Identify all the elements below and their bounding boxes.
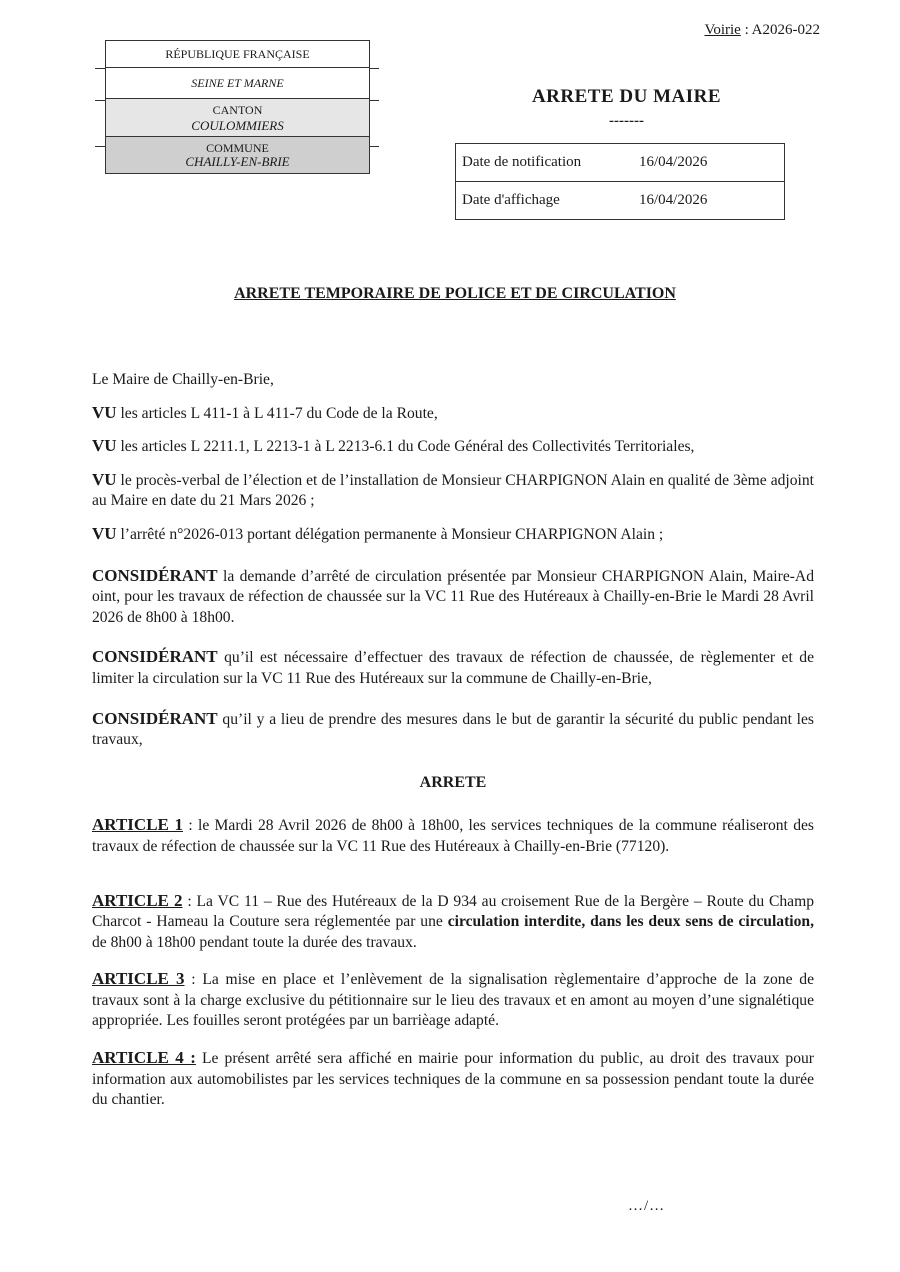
document-title: ARRETE DU MAIRE	[531, 86, 722, 107]
administrative-header	[105, 40, 370, 174]
article-paragraph	[92, 1048, 814, 1111]
intro-line: Le Maire de Chailly-en-Brie,	[92, 371, 274, 388]
article-text: Le présent arrêté sera affiché en mairie pour information du public, au droit des travaux pour information aux automobilistes par les services techniques de la commune en sa possession pendant toute la durée du chantier.	[92, 1050, 814, 1109]
article-text: : le Mardi 28 Avril 2026 de 8h00 à 18h00, les services techniques de la commune réaliseront des travaux de réfection de chaussée sur la VC 11 Rue des Hutéreaux à Chailly-en-Brie (77120).	[92, 817, 814, 855]
article-label: ARTICLE 2	[92, 890, 183, 910]
commune-label: COMMUNE	[206, 141, 269, 155]
affichage-label: Date d'affichage	[456, 182, 634, 220]
departement-cell: SEINE ET MARNE	[106, 68, 369, 99]
considerant-paragraph	[92, 566, 814, 629]
vu-paragraph	[92, 470, 814, 512]
table-row	[456, 144, 785, 182]
considerant-paragraph	[92, 709, 814, 751]
vu-paragraph	[92, 403, 814, 425]
considerant-text: qu’il est nécessaire d’effectuer des travaux de réfection de chaussée, de règlementer et de limiter la circulation sur la VC 11 Rue des Hutéreaux sur la commune de Chailly-en-Brie,	[92, 649, 814, 687]
article-label: ARTICLE 3	[92, 969, 185, 989]
vu-keyword: VU	[92, 523, 117, 543]
arrete-heading: ARRETE	[419, 773, 487, 791]
vu-paragraph	[92, 524, 814, 546]
article-label: ARTICLE 1	[92, 815, 184, 835]
header-tick	[95, 146, 105, 147]
document-body	[92, 370, 814, 1111]
considerant-paragraph	[92, 647, 814, 689]
vu-keyword: VU	[92, 469, 117, 489]
vu-text: le procès-verbal de l’élection et de l’installation de Monsieur CHARPIGNON Alain en qualité de 3ème adjoint au Maire en date du 21 Mars 2026 ;	[92, 471, 814, 510]
considerant-text: qu’il y a lieu de prendre des mesures dans le but de garantir la sécurité du public pendant les travaux,	[92, 710, 814, 749]
vu-text: l’arrêté n°2026-013 portant délégation permanente à Monsieur CHARPIGNON Alain ;	[116, 525, 664, 543]
reference-value: : A2026-022	[740, 22, 820, 38]
header-tick	[369, 100, 379, 101]
canton-cell	[106, 99, 369, 137]
vu-keyword: VU	[92, 402, 117, 422]
article-paragraph	[92, 969, 814, 1032]
article-paragraph	[92, 815, 814, 857]
reference-label: Voirie	[704, 22, 741, 38]
canton-name: COULOMMIERS	[191, 118, 284, 133]
vu-text: les articles L 411-1 à L 411-7 du Code de la Route,	[116, 404, 438, 422]
article-label: ARTICLE 4 :	[92, 1048, 196, 1068]
vu-keyword: VU	[92, 436, 117, 456]
notification-value: 16/04/2026	[633, 144, 785, 182]
article-bold-text: circulation interdite, dans les deux sens de circulation,	[447, 913, 814, 931]
title-dashes: -------	[609, 113, 644, 129]
header-tick	[95, 68, 105, 69]
continuation-mark: …/…	[628, 1198, 666, 1214]
article-paragraph	[92, 891, 814, 954]
article-text: : La VC 11 – Rue des Hutéreaux de la D 934 au croisement Rue de la Bergère – Route du Champ Charcot - Hameau la Couture sera réglementée par une	[92, 892, 814, 931]
header-tick	[95, 100, 105, 101]
article-text: de 8h00 à 18h00 pendant toute la durée des travaux.	[92, 933, 417, 951]
considerant-text: la demande d’arrêté de circulation présentée par Monsieur CHARPIGNON Alain, Maire-Ad oint, pour les travaux de réfection de chaussée sur la VC 11 Rue des Hutéreaux à Chailly-en-Brie le Mardi 28 Avril 2026 de 8h00 à 18h00.	[92, 567, 814, 626]
republique-cell: RÉPUBLIQUE FRANÇAISE	[106, 41, 369, 68]
article-text: : La mise en place et l’enlèvement de la signalisation règlementaire d’approche de la zone de travaux sont à la charge exclusive du pétitionnaire sur le lieu des travaux et en amont au moyen d’une signalétique appropriée. Les fouilles seront protégées par un barrièage adapté.	[92, 971, 814, 1030]
table-row	[456, 182, 785, 220]
canton-label: CANTON	[212, 103, 263, 117]
header-tick	[369, 146, 379, 147]
considerant-keyword: CONSIDÉRANT	[92, 708, 218, 728]
main-title: ARRETE TEMPORAIRE DE POLICE ET DE CIRCULATION	[234, 285, 676, 302]
commune-cell	[106, 137, 369, 173]
reference-number	[704, 22, 820, 39]
considerant-keyword: CONSIDÉRANT	[92, 647, 218, 667]
notification-label: Date de notification	[456, 144, 634, 182]
vu-text: les articles L 2211.1, L 2213-1 à L 2213-6.1 du Code Général des Collectivités Territoriales,	[116, 438, 695, 456]
vu-paragraph	[92, 436, 814, 458]
affichage-value: 16/04/2026	[633, 182, 785, 220]
considerant-keyword: CONSIDÉRANT	[92, 565, 218, 585]
header-tick	[369, 68, 379, 69]
commune-name: CHAILLY-EN-BRIE	[185, 154, 290, 169]
dates-table	[455, 143, 785, 220]
